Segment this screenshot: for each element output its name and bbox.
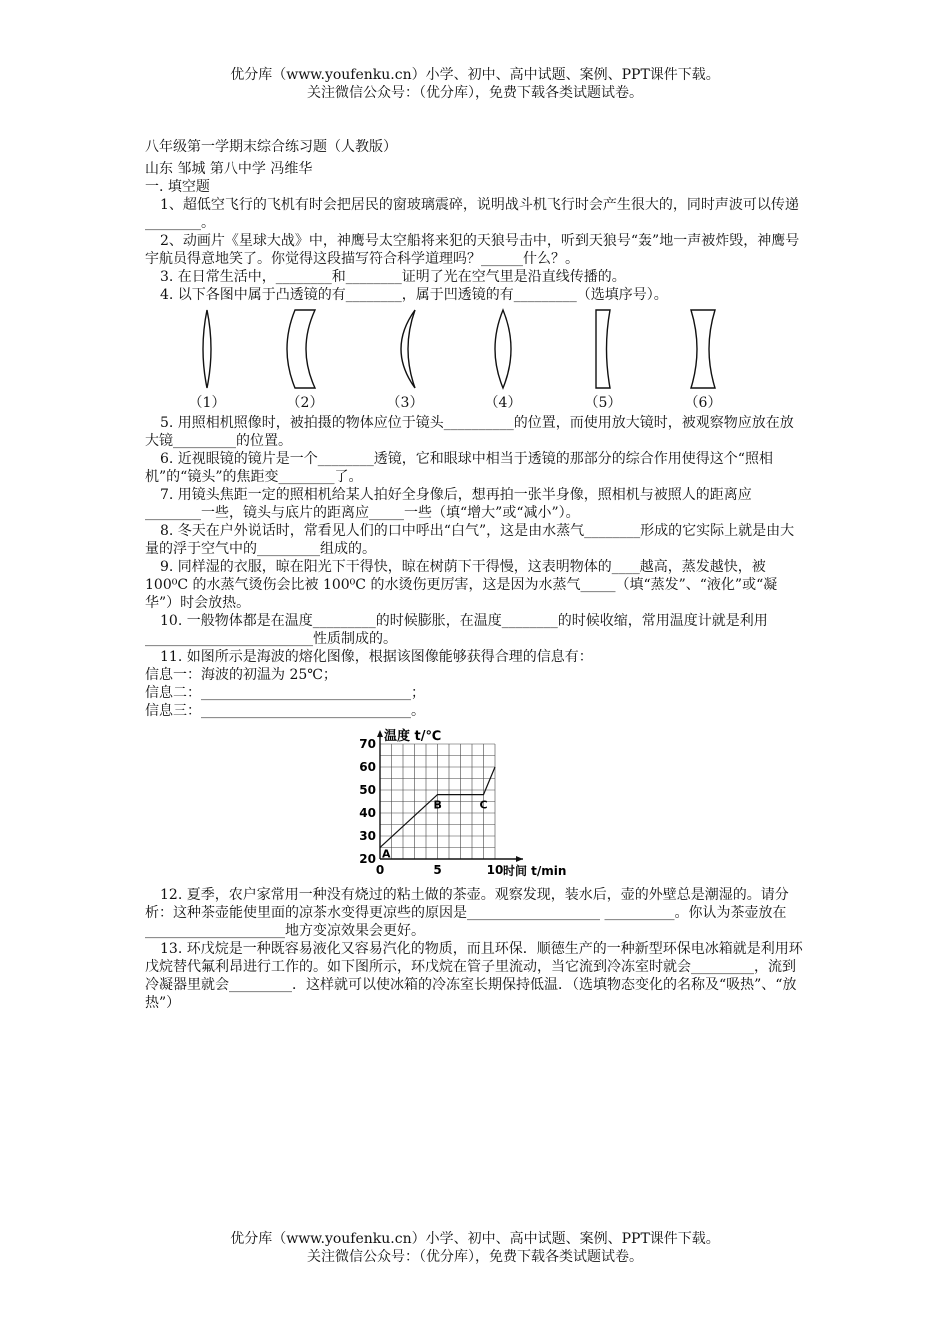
x-tick-label: 0: [375, 863, 385, 877]
y-tick-label: 40: [359, 806, 376, 820]
lens-2-shape: [265, 306, 345, 392]
doc-author: 山东 邹城 第八中学 冯维华: [145, 161, 313, 177]
y-tick-label: 50: [359, 783, 376, 797]
info-2: 信息二：______________________________；: [145, 685, 425, 701]
x-tick-label: 10: [486, 863, 504, 877]
lens-4: [463, 306, 543, 412]
lens-3-label: （3）: [386, 395, 424, 411]
page-header: [0, 66, 950, 102]
question-9: 9. 同样湿的衣服，晾在阳光下干得快，晾在树荫下干得慢，这表明物体的____越高，蒸发越快，被 100⁰C 的水蒸气烫伤会比被 100⁰C 的水烫伤更厉害，这是因为水蒸气_____（填“蒸发”、“液化”或“凝华”）时会放热。: [145, 559, 778, 611]
lens-6: [663, 306, 743, 412]
question-4: 4. 以下各图中属于凸透镜的有________，属于凹透镜的有_________（选填序号）。: [160, 287, 668, 303]
lens-6-label: （6）: [684, 395, 722, 411]
question-2: 2、动画片《星球大战》中，神鹰号太空船将来犯的天狼号击中，听到天狼号“轰”地一声被炸毁，神鹰号宇航员得意地笑了。你觉得这段描写符合科学道理吗？______什么？。: [145, 233, 800, 267]
question-10: 10. 一般物体都是在温度_________的时候膨胀，在温度________的时候收缩，常用温度计就是利用________________________性质制成的。: [145, 613, 768, 647]
question-13: 13. 环戊烷是一种既容易液化又容易汽化的物质，而且环保．顺德生产的一种新型环保电冰箱就是利用环戊烷替代氟利昂进行工作的。如下图所示，环戊烷在管子里流动，当它流到冷冻室时就会_________，流到冷凝器里就会_________．这样就可以使冰箱的冷冻室长期保持低温．（选填物态变化的名称及“吸热”、“放热”）: [145, 941, 803, 1011]
info-3: 信息三：______________________________。: [145, 703, 425, 719]
question-5: 5. 用照相机照像时，被拍摄的物体应位于镜头__________的位置，而使用放大镜时，被观察物应放在放大镜_________的位置。: [145, 415, 794, 449]
question-1: 1、超低空飞行的飞机有时会把居民的窗玻璃震碎，说明战斗机飞行时会产生很大的，同时声波可以传递________。: [145, 197, 799, 231]
document-body: [145, 138, 805, 1012]
page-footer: [0, 1230, 950, 1266]
lens-2: [265, 306, 345, 412]
point-label-c: C: [479, 798, 488, 812]
info-1: 信息一：海波的初温为 25℃；: [145, 667, 337, 683]
section-heading: 一. 填空题: [145, 179, 210, 195]
x-axis-arrow: [516, 856, 523, 862]
point-label-b: B: [433, 798, 442, 812]
graph-x-label: 时间 t/min: [503, 864, 567, 878]
y-tick-label: 30: [359, 829, 376, 843]
question-6: 6. 近视眼镜的镜片是一个________透镜，它和眼球中相当于透镜的那部分的综合作用使得这个“照相机”的“镜头”的焦距变________了。: [145, 451, 773, 485]
lens-2-label: （2）: [286, 395, 324, 411]
lens-3-shape: [365, 306, 445, 392]
point-label-a: A: [382, 847, 391, 861]
lens-5-label: （5）: [584, 395, 622, 411]
x-tick-label: 5: [433, 863, 442, 877]
y-tick-label: 60: [359, 760, 376, 774]
graph-axes: [377, 730, 523, 862]
footer-line-2: 关注微信公众号：（优分库），免费下载各类试题试卷。: [307, 1249, 643, 1265]
question-3: 3. 在日常生活中，________和________证明了光在空气里是沿直线传播的。: [160, 269, 626, 285]
y-axis-arrow: [377, 730, 383, 737]
graph-y-label: 温度 t/℃: [384, 729, 442, 744]
lens-5: [563, 306, 643, 412]
lens-6-shape: [663, 306, 743, 392]
lens-figure: [145, 306, 805, 414]
doc-title: 八年级第一学期末综合练习题（人教版）: [145, 139, 397, 155]
y-tick-label: 20: [359, 852, 376, 866]
lens-1-label: （1）: [188, 395, 226, 411]
question-8: 8. 冬天在户外说话时，常看见人们的口中呼出“白气”，这是由水蒸气________形成的它实际上就是由大量的浮于空气中的_________组成的。: [145, 523, 795, 557]
lens-5-shape: [563, 306, 643, 392]
y-tick-label: 70: [359, 737, 376, 751]
melting-graph: [350, 724, 567, 880]
lens-1: [167, 306, 247, 412]
melting-graph-svg: [350, 724, 567, 880]
question-12: 12. 夏季，农户家常用一种没有烧过的粘土做的茶壶。观察发现，装水后，壶的外壁总是潮湿的。请分析：这种茶壶能使里面的凉茶水变得更凉些的原因是___________________ __________。你认为茶壶放在____________________地方变凉效果会更好。: [145, 887, 789, 939]
lens-4-label: （4）: [484, 395, 522, 411]
header-line-2: 关注微信公众号：（优分库），免费下载各类试题试卷。: [307, 85, 643, 101]
header-line-1: 优分库（www.youfenku.cn）小学、初中、高中试题、案例、PPT课件下载。: [230, 67, 720, 83]
question-7: 7. 用镜头焦距一定的照相机给某人拍好全身像后，想再拍一张半身像，照相机与被照人的距离应________一些，镜头与底片的距离应_____一些（填“增大”或“减小”）。: [145, 487, 752, 521]
lens-4-shape: [463, 306, 543, 392]
question-11: 11. 如图所示是海波的熔化图像，根据该图像能够获得合理的信息有：: [160, 649, 593, 665]
lens-3: [365, 306, 445, 412]
footer-line-1: 优分库（www.youfenku.cn）小学、初中、高中试题、案例、PPT课件下载。: [230, 1231, 720, 1247]
lens-1-shape: [167, 306, 247, 392]
